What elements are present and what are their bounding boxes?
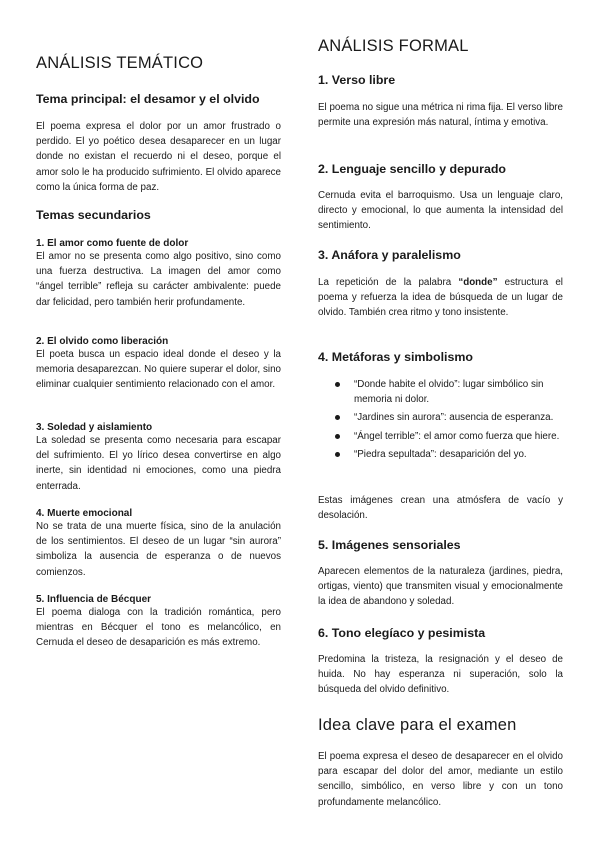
theme-3-title: 3. Soledad y aislamiento [36, 422, 153, 433]
theme-4-text: No se trata de una muerte física, sino de la anulación de los sentimientos. El deseo de un lugar “sin aurora” simboliza la ausencia de esperanza o de nuevos comienzos. [36, 521, 281, 578]
key-idea-heading: Idea clave para el examen [318, 716, 517, 734]
section-4-text: Estas imágenes crean una atmósfera de vacío y desolación. [318, 495, 563, 522]
section-5-text: Aparecen elementos de la naturaleza (jardines, piedra, ortigas, viento) que transmiten visual y emocionalmente la idea de abandono y soledad. [318, 566, 563, 608]
theme-2-title: 2. El olvido como liberación [36, 336, 169, 347]
section-1-text: El poema no sigue una métrica ni rima fija. El verso libre permite una expresión más natural, íntima y emotiva. [318, 102, 563, 129]
theme-3-text: La soledad se presenta como necesaria para escapar del sufrimiento. El yo lírico desea convertirse en algo inerte, sin identidad ni emociones, como una piedra enterrada. [36, 435, 281, 492]
metaphor-list [318, 377, 563, 465]
section-3-heading: 3. Anáfora y paralelismo [318, 248, 461, 262]
key-idea-text: El poema expresa el deseo de desaparecer en el olvido para escapar del dolor del amor, mediante un estilo sencillo, simbólico, en verso libre y con un tono profundamente melancólico. [318, 751, 563, 808]
list-item: “Piedra sepultada”: desaparición del yo. [318, 447, 563, 462]
theme-2-text: El poeta busca un espacio ideal donde el deseo y la memoria desaparezcan. No quiere superar el dolor, sino eliminar cualquier sentimiento relacionado con el amor. [36, 349, 281, 391]
donde-keyword: “donde” [458, 277, 498, 288]
secondary-themes-heading: Temas secundarios [36, 208, 151, 222]
main-theme-text: El poema expresa el dolor por un amor frustrado o perdido. El yo poético desea desaparecer en un lugar donde no existan el recuerdo ni el deseo, porque el amor solo le ha producido sufrimiento. El olvido aparece como la única forma de paz. [36, 121, 281, 193]
section-3-text [318, 275, 563, 321]
section-6-heading: 6. Tono elegíaco y pesimista [318, 626, 486, 640]
thematic-analysis-title: ANÁLISIS TEMÁTICO [36, 54, 204, 72]
theme-5-title: 5. Influencia de Bécquer [36, 594, 152, 605]
section-1-heading: 1. Verso libre [318, 73, 396, 87]
theme-1-title: 1. El amor como fuente de dolor [36, 238, 189, 249]
section-5-heading: 5. Imágenes sensoriales [318, 538, 461, 552]
section-3-text-after: estructura el poema y refuerza la idea de búsqueda de un lugar de olvido. También crea ritmo y tono insistente. [318, 277, 563, 319]
formal-analysis-title: ANÁLISIS FORMAL [318, 37, 469, 55]
section-4-heading: 4. Metáforas y simbolismo [318, 350, 473, 364]
list-item: “Donde habite el olvido”: lugar simbólico sin memoria ni dolor. [318, 377, 563, 407]
theme-5-text: El poema dialoga con la tradición romántica, pero mientras en Bécquer el tono es melancólico, en Cernuda el deseo de desaparición es más extremo. [36, 607, 281, 649]
list-item: “Ángel terrible”: el amor como fuerza que hiere. [318, 429, 563, 444]
theme-4-title: 4. Muerte emocional [36, 508, 133, 519]
section-2-text: Cernuda evita el barroquismo. Usa un lenguaje claro, directo y emocional, lo que aumenta la intensidad del sentimiento. [318, 190, 563, 232]
section-2-heading: 2. Lenguaje sencillo y depurado [318, 162, 506, 176]
theme-1-text: El amor no se presenta como algo positivo, sino como una fuerza destructiva. La imagen del amor como “ángel terrible” refleja su carácter ambivalente: puede dar felicidad, pero también herir profundamente. [36, 251, 281, 308]
section-6-text: Predomina la tristeza, la resignación y el deseo de huida. No hay esperanza ni superación, solo la búsqueda del olvido definitivo. [318, 654, 563, 696]
list-item: “Jardines sin aurora”: ausencia de esperanza. [318, 410, 563, 425]
section-3-text-before: La repetición de la palabra [318, 277, 459, 288]
main-theme-heading: Tema principal: el desamor y el olvido [36, 92, 260, 106]
